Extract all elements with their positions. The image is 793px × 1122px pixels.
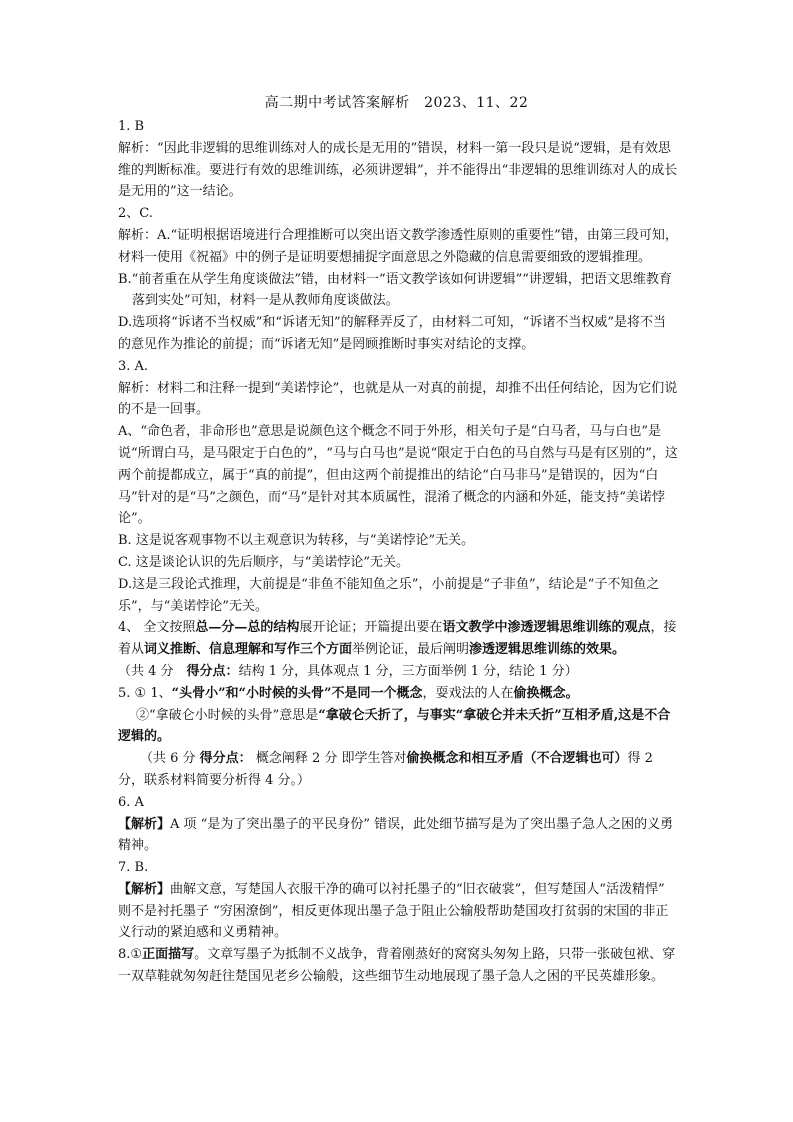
q4-bold-1: 总—分—总的结构 xyxy=(195,620,300,636)
q4-text-2: 展开论证；开篇提出要在 xyxy=(299,620,443,636)
q4-text-1: 4、 全文按照 xyxy=(118,620,196,636)
q5-bold-2: 偷换概念。 xyxy=(513,685,579,701)
q7-analysis-text: 曲解文意，写楚国人衣服干净的确可以衬托墨子的“旧衣破裳”，但写楚国人“活泼精悍” 则不是衬托墨子 “穷困潦倒”，相反更体现出墨子急于阻止公输般帮助楚国攻打贫弱的宋国的非正义行动的紧迫感和义勇精神。 xyxy=(118,881,669,941)
q5-text-2: ，耍戏法的人在 xyxy=(422,685,514,701)
q2-analysis-a: 解析：A.“证明根据语境进行合理推断可以突出语文教学渗透性原则的重要性”错，由第三段可知，材料一使用《祝福》中的例子是证明要想捕捉字面意思之外隐藏的信息需要细致的逻辑推理。 xyxy=(118,227,678,265)
q3-answer: 3. A. xyxy=(118,358,149,374)
q8-bold-1: 正面描写 xyxy=(142,947,195,963)
q4-answer xyxy=(118,617,678,661)
q5-score-3: 得 2 分，联系材料简要分析得 4 分。） xyxy=(118,751,653,788)
q4-text-4: 举例论证，最后阐明 xyxy=(352,642,470,658)
q6-analysis-text: A 项 “是为了突出墨子的平民身份” 错误，此处细节描写是为了突出墨子急人之困的义勇精神。 xyxy=(118,816,674,854)
q5-bold-4: 与事实“拿破仑并未夭折”互相矛盾,这是不合逻辑的。 xyxy=(118,707,671,745)
answer-content xyxy=(118,116,678,988)
q4-bold-2: 语文教学中渗透逻辑思维训练的观点 xyxy=(442,620,651,636)
q2-analysis-d: D.选项将“诉诸不当权威”和“诉诸无知”的解释弄反了，由材料二可知，“诉诸不当权威”是将不当的意见作为推论的前提；而“诉诸无知”是罔顾推断时事实对结论的支撑。 xyxy=(118,315,666,352)
q3-option-b: B. 这是说客观事物不以主观意识为转移，与“美诺悖论”无关。 xyxy=(118,533,475,549)
q3-analysis: 解析：材料二和注释一提到“美诺悖论”，也就是从一对真的前提，却推不出任何结论，因为它们说的不是一回事。 xyxy=(118,380,678,418)
page-title: 高二期中考试答案解析 2023、11、22 xyxy=(264,95,529,111)
q8-text-2: 。文章写墨子为抵制不义战争，背着刚蒸好的窝窝头匆匆上路，只带一张破包袱、穿一双草鞋就匆匆赶往楚国见老乡公输般，这些细节生动地展现了墨子急人之困的平民英雄形象。 xyxy=(118,947,676,985)
q5-score-1: （共 6 分 xyxy=(140,751,200,767)
q5-bold-3: “拿破仑夭折了， xyxy=(318,707,417,723)
q3-option-a: A、“命色者，非命形也”意思是说颜色这个概念不同于外形，相关句子是“白马者，马与白也”是说“所谓白马，是马限定于白色的”，“马与白马也”是说“限定于白色的马自然与马是有区别的”，这两个前提都成立，属于“真的前提”，但由这两个前提推出的结论“白马非马”是错误的，因为“白马”针对的是“马”之颜色，而“马”是针对其本质属性，混淆了概念的内涵和外延，能支持“美诺悖论”。 xyxy=(118,424,678,527)
q6-analysis xyxy=(118,814,678,858)
q5-point-1 xyxy=(118,683,678,705)
q7-analysis xyxy=(118,879,678,944)
q5-score-label: 得分点： xyxy=(199,751,252,767)
q7-tag: 【解析】 xyxy=(118,881,171,897)
q4-score-lead: （共 4 分 xyxy=(118,663,187,679)
q2-answer: 2、C. xyxy=(118,206,153,222)
q7-answer: 7. B. xyxy=(118,860,149,876)
q5-score xyxy=(118,748,678,792)
q6-answer: 6. A xyxy=(118,794,144,810)
q5-score-2: 概念阐释 2 分 即学生答对 xyxy=(251,751,407,767)
q4-bold-4: 渗透逻辑思维训练的效果。 xyxy=(469,642,626,658)
q4-bold-3: 词义推断、信息理解和写作三个方面 xyxy=(144,642,353,658)
q8-answer xyxy=(118,944,678,988)
q4-score-text: 结构 1 分，具体观点 1 分，三方面举例 1 分，结论 1 分） xyxy=(238,663,578,679)
q1-analysis: 解析：“因此非逻辑的思维训练对人的成长是无用的”错误，材料一第一段只是说“逻辑，是有效思维的判断标准。要进行有效的思维训练，必须讲逻辑”，并不能得出“非逻辑的思维训练对人的成长是无用的”这一结论。 xyxy=(118,140,678,200)
q1-answer: 1. B xyxy=(118,119,145,134)
q4-score-label: 得分点： xyxy=(186,663,239,679)
q5-point-2 xyxy=(118,705,678,749)
q5-score-bold: 偷换概念和相互矛盾（不合逻辑也可） xyxy=(406,751,628,767)
q3-option-d: D.这是三段论式推理，大前提是“非鱼不能知鱼之乐”，小前提是“子非鱼”，结论是“子不知鱼之乐”，与“美诺悖论”无关。 xyxy=(118,576,660,614)
q5-text-3: ②“拿破仑小时候的头骨”意思是 xyxy=(136,707,319,723)
q3-option-c: C. 这是谈论认识的先后顺序，与“美诺悖论”无关。 xyxy=(118,554,410,570)
q2-analysis-b: B.“前者重在从学生角度谈做法”错，由材料一“语文教学该如何讲逻辑”“讲逻辑，把语文思维教育落到实处”可知，材料一是从教师角度谈做法。 xyxy=(118,271,672,309)
q4-score xyxy=(118,661,678,683)
q5-text-1: 5. ① 1、 xyxy=(118,685,172,701)
q8-text-1: 8.① xyxy=(118,947,143,963)
q6-tag: 【解析】 xyxy=(118,816,171,832)
q5-bold-1: “头骨小”和“小时候的头骨”不是同一个概念 xyxy=(171,685,423,701)
q4-text-3: ，接着从 xyxy=(118,620,677,658)
